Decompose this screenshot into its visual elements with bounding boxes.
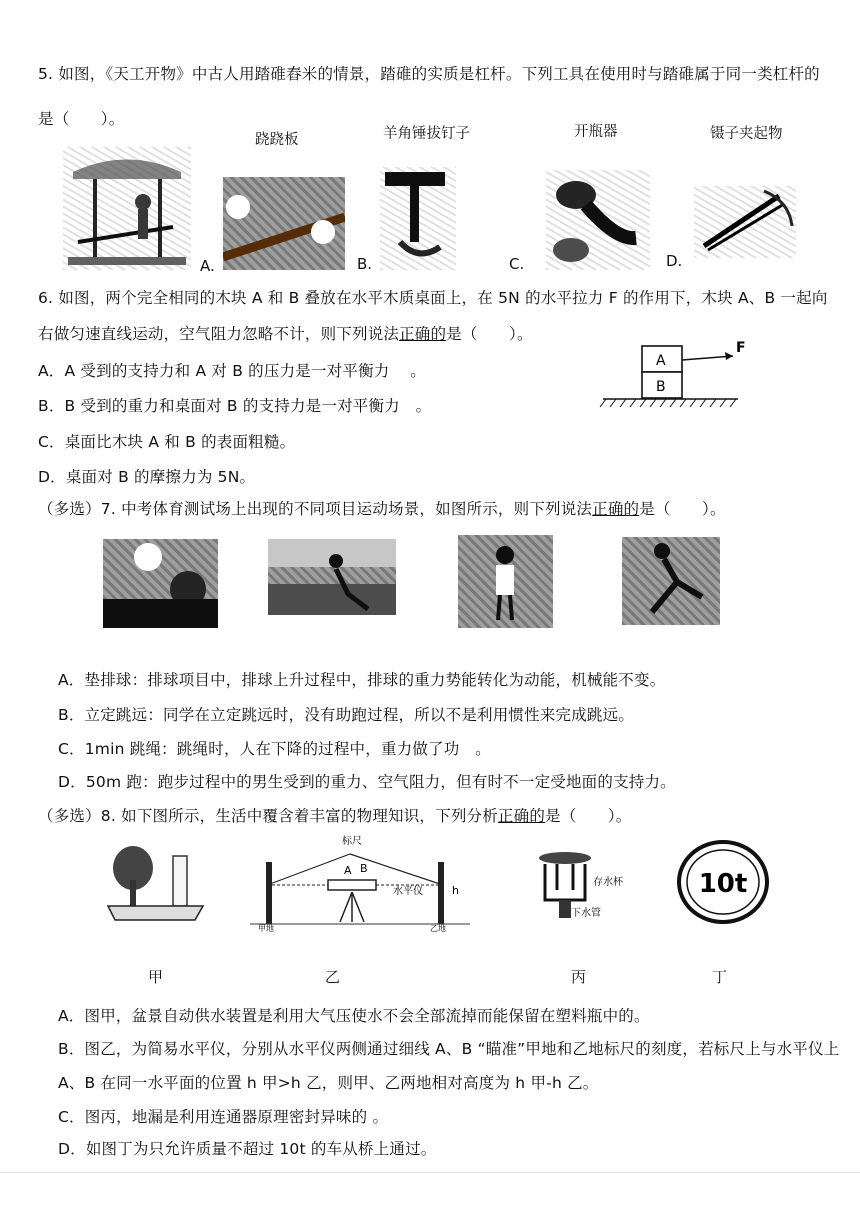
q8-option-c: C．图丙，地漏是利用连通器原理密封异味的 。 [58,1108,389,1126]
q8-fig-label-bing: 丙 [571,968,587,986]
q6-option-c: C．桌面比木块 A 和 B 的表面粗糙。 [38,433,296,451]
force-label: F [736,340,746,356]
q6-option-a: A．A 受到的支持力和 A 对 B 的压力是一对平衡力 。 [38,362,427,380]
q7-option-c: C．1min 跳绳：跳绳时，人在下降的过程中，重力做了功 。 [58,740,491,758]
fig2-left-ground: 甲地 [258,924,274,932]
q8-option-d: D．如图丁为只允许质量不超过 10t 的车从桥上通过。 [58,1140,437,1158]
fig3-pipe-label: 下水管 [571,908,601,919]
q5-bottle-opener-image [546,170,650,270]
q5-claw-hammer-image [380,167,456,270]
q5-caption-b: 羊角锤拔钉子 [383,126,470,142]
q7-long-jump-image [268,539,396,615]
q5-option-b: B. [357,255,373,273]
q8-fig-label-yi: 乙 [325,968,341,986]
fig2-right-ground: 乙地 [430,924,446,932]
q7-option-d: D．50m 跑：跑步过程中的男生受到的重力、空气阻力，但有时不一定受地面的支持力。 [58,773,676,791]
fig2-b-label: B [360,862,368,875]
q7-option-b: B．立定跳远：同学在立定跳远时，没有助跑过程，所以不是利用惯性来完成跳远。 [58,706,635,724]
q8-option-b-line2: A、B 在同一水平面的位置 h 甲>h 乙，则甲、乙两地相对高度为 h 甲-h 乙。 [58,1074,599,1092]
q7-jump-rope-image [458,535,553,628]
left-ruler [266,862,272,924]
q8-fig-sign [676,840,770,924]
q6-stem-line1: 6. 如图，两个完全相同的木块 A 和 B 叠放在水平木质桌面上，在 5N 的水平拉力 F 的作用下，木块 A、B 一起向 [38,289,828,307]
q5-tweezers-image [694,186,796,258]
q6-option-b: B．B 受到的重力和桌面对 B 的支持力是一对平衡力 。 [38,397,432,415]
q5-stem-line2: 是（ ）。 [38,110,125,128]
block-b-label: B [656,379,666,395]
fig4-sign-label: 10t [698,869,748,899]
q8-fig-label-jia: 甲 [148,968,164,986]
drain-pipe-icon [559,900,571,918]
bonsai-pot-icon [108,906,203,920]
q8-option-a: A．图甲，盆景自动供水装置是利用大气压使水不会全部流掉而能保留在塑料瓶中的。 [58,1007,650,1025]
tripod [340,892,364,922]
q5-seesaw-image [223,177,345,270]
q7-volleyball-image [103,539,218,628]
q8-fig-bonsai [103,840,209,930]
q5-option-c: C. [509,255,525,273]
q5-option-d: D. [666,252,683,270]
page-bottom-rule [0,1172,860,1173]
right-ruler [438,862,444,924]
q5-caption-d: 镊子夹起物 [710,126,783,142]
q8-fig-drain [535,850,645,920]
q8-fig-label-ding: 丁 [712,968,728,986]
q8-stem: （多选）8. 如下图所示，生活中覆含着丰富的物理知识，下列分析正确的是（ ）。 [38,807,632,825]
water-cup-icon [545,864,585,900]
q5-tiandui-image [63,147,191,270]
block-a-label: A [656,353,666,369]
fig2-ruler-label: 标尺 [342,836,362,847]
force-arrow [682,356,733,360]
plastic-bottle-icon [173,856,187,906]
q6-blocks-figure [598,338,758,412]
q6-option-d: D．桌面对 B 的摩擦力为 5N。 [38,468,256,486]
q8-fig-level [230,832,478,932]
q8-option-b-line1: B．图乙，为简易水平仪，分别从水平仪两侧通过细线 A、B “瞄准”甲地和乙地标尺的刻度，若标尺上与水平仪上 [58,1040,840,1058]
q7-sprint-image [622,537,720,625]
q5-option-a: A. [200,257,215,275]
fig2-level-label: 水平仪 [393,886,423,897]
fig2-h-label: h [452,884,459,897]
q5-caption-c: 开瓶器 [574,124,618,140]
fig3-cup-label: 存水杯 [593,877,623,888]
q7-option-a: A．垫排球：排球项目中，排球上升过程中，排球的重力势能转化为动能，机械能不变。 [58,671,666,689]
level-tube [328,880,376,890]
drain-cover-icon [539,852,591,864]
fig2-a-label: A [344,864,352,877]
q6-stem-line2: 右做匀速直线运动，空气阻力忽略不计，则下列说法正确的是（ ）。 [38,325,533,343]
q7-stem: （多选）7. 中考体育测试场上出现的不同项目运动场景，如图所示，则下列说法正确的是（ ）。 [38,500,726,518]
force-arrow-head [725,352,733,360]
q5-stem-line1: 5. 如图，《天工开物》中古人用踏碓舂米的情景，踏碓的实质是杠杆。下列工具在使用时与踏碓属于同一类杠杆的 [38,65,820,83]
table-hatching [600,399,736,407]
q5-caption-a: 跷跷板 [255,132,299,148]
